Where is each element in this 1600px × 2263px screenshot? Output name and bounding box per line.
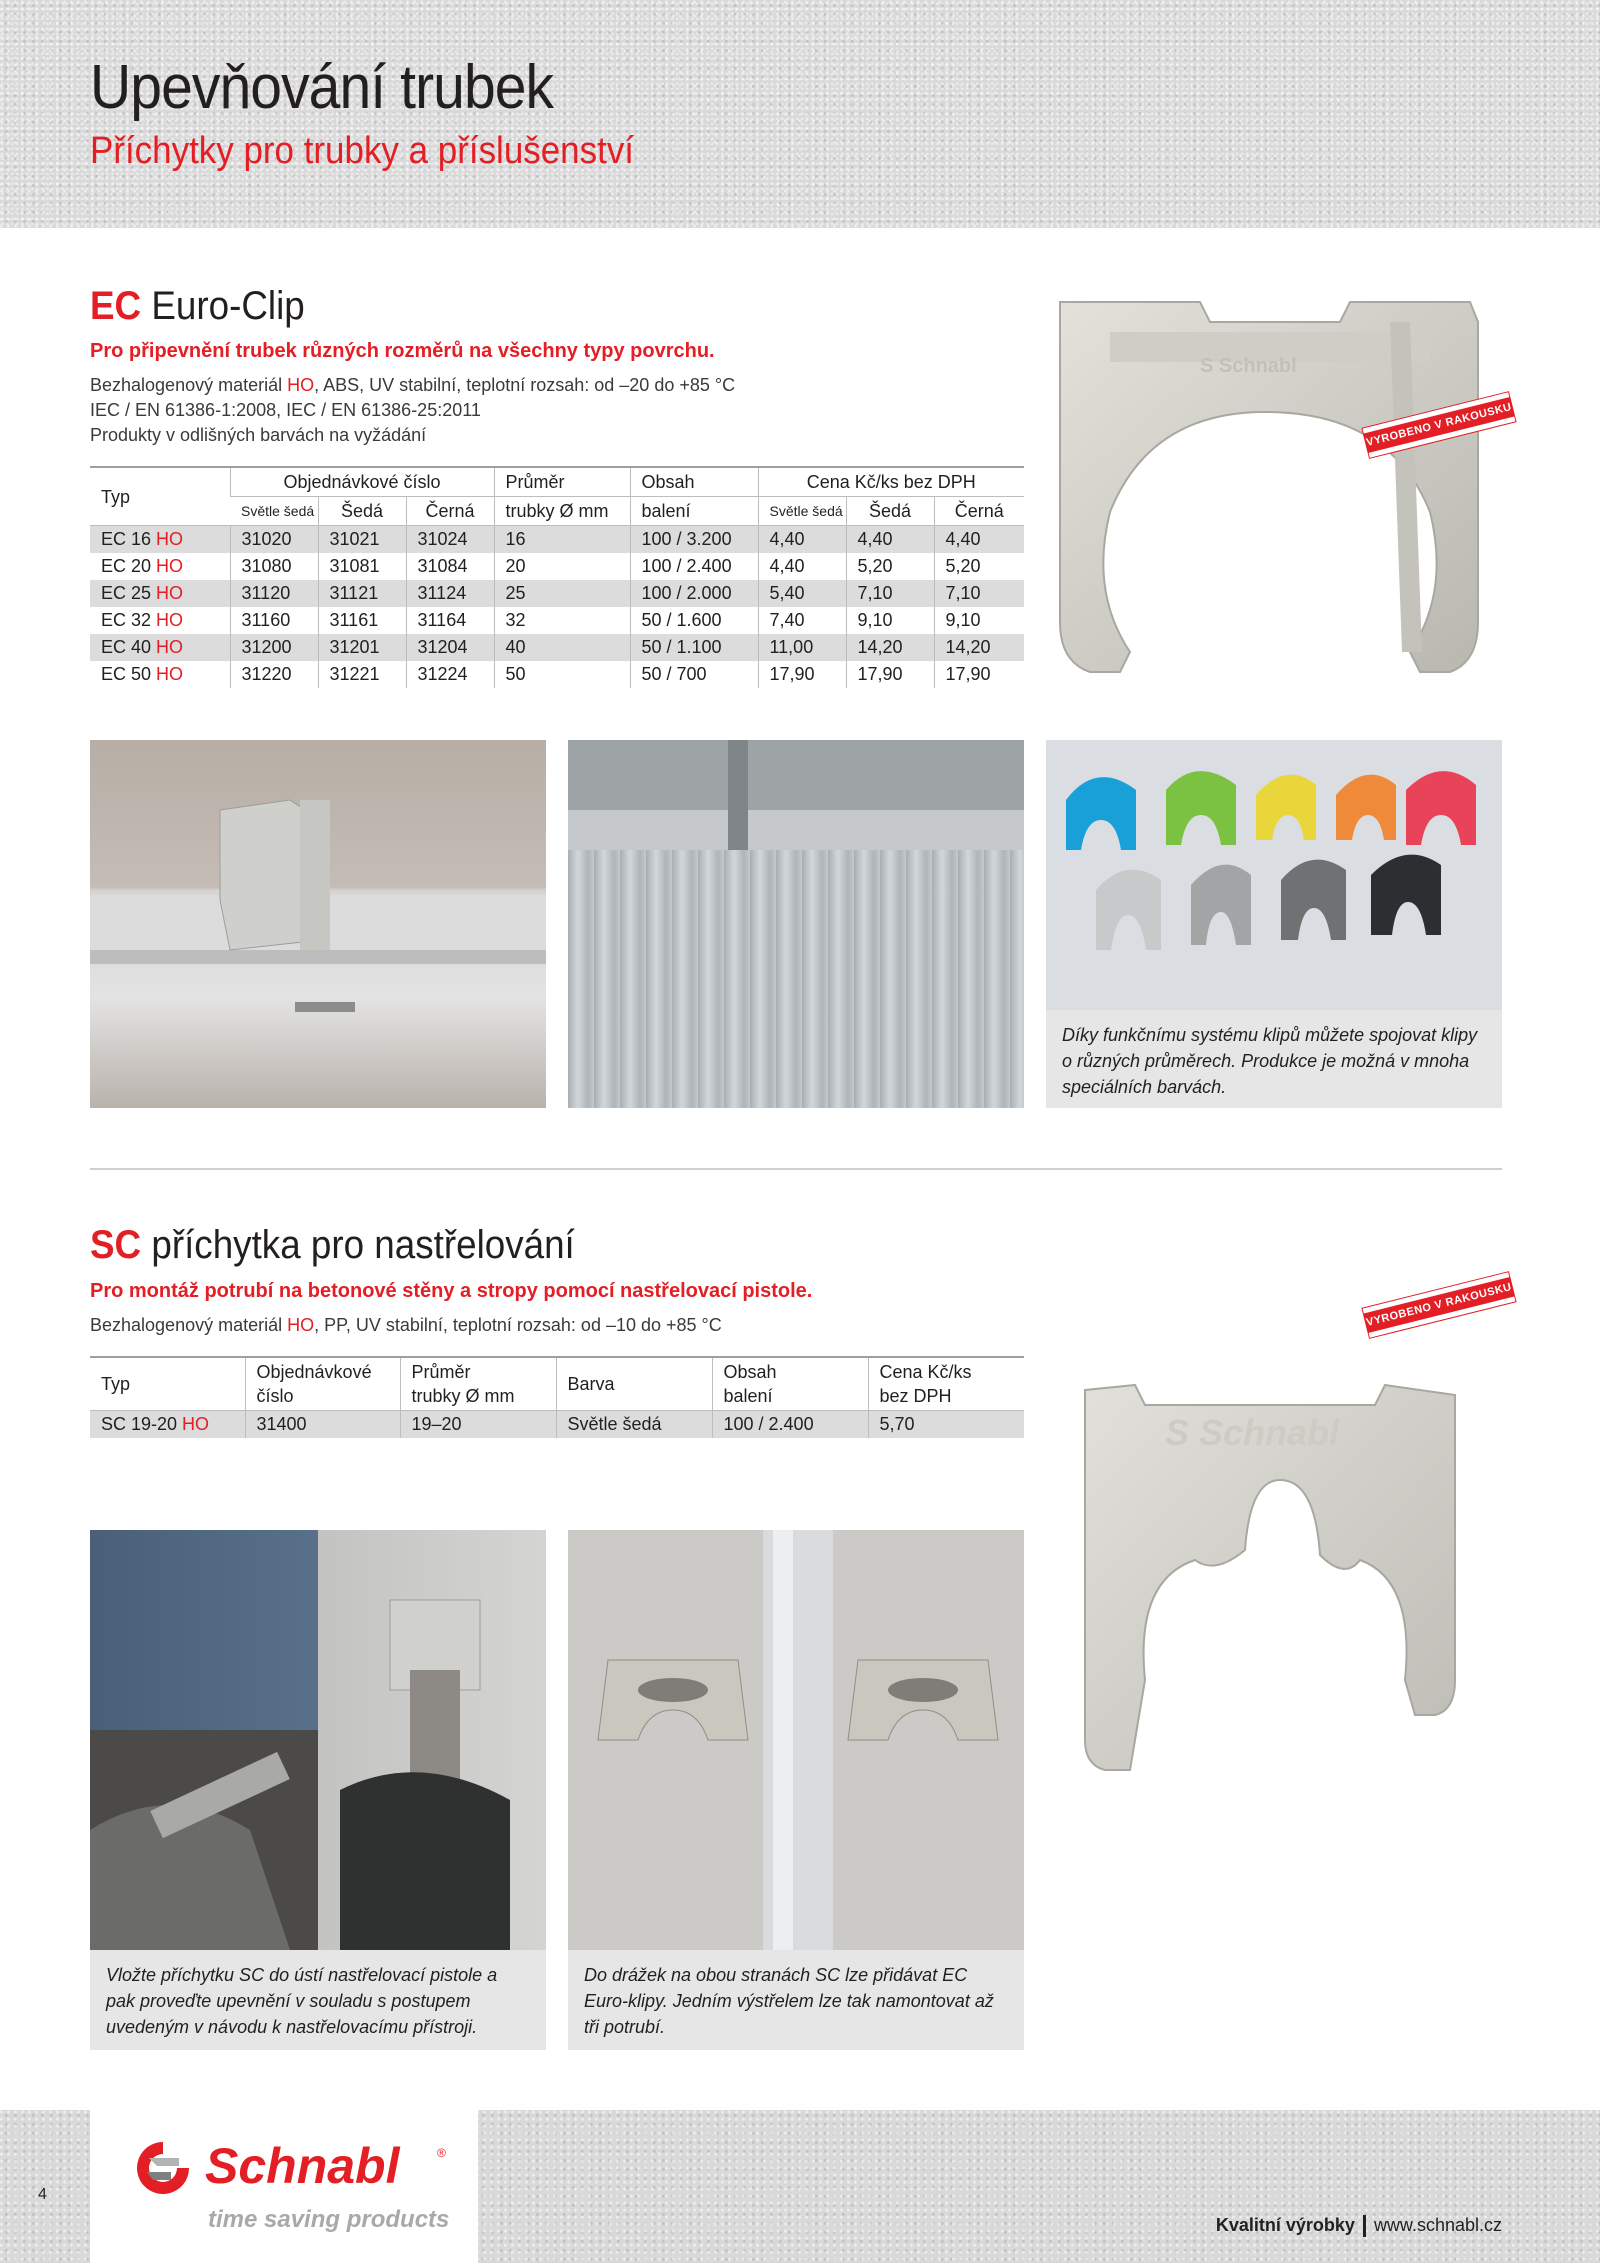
ec-standards-line: IEC / EN 61386-1:2008, IEC / EN 61386-25:2011 — [90, 400, 481, 420]
ec-col-order: Objednávkové číslo — [230, 467, 494, 497]
ec-col-price: Cena Kč/ks bez DPH — [758, 467, 1024, 497]
table-row: EC 40 HO 31200 31201 31204 40 50 / 1.100 11,00 14,20 14,20 — [90, 634, 1024, 661]
ec-sub-price-light-grey: Světle šedá — [758, 497, 846, 526]
brand-registered-mark: ® — [437, 2146, 446, 2160]
sc-photo-multi-clips — [568, 1530, 1024, 1950]
footer-contact — [1216, 2215, 1502, 2237]
table-row: EC 16 HO 31020 31021 31024 16 100 / 3.200 4,40 4,40 4,40 — [90, 526, 1024, 553]
ec-photo-ceiling-mount — [90, 740, 546, 1108]
section-divider — [90, 1168, 1502, 1170]
sc-description — [90, 1313, 722, 1338]
ec-sub-grey: Šedá — [318, 497, 406, 526]
sc-col-color: Barva — [556, 1357, 712, 1411]
ec-col-typ: Typ — [90, 467, 230, 526]
ec-col-pack-2: balení — [630, 497, 758, 526]
sc-code: SC — [90, 1223, 142, 1267]
svg-text:S Schnabl: S Schnabl — [1200, 355, 1297, 377]
sc-caption-left: Vložte příchytku SC do ústí nastřelovací pistole a pak proveďte upevnění v souladu s postupem uvedeným v návodu k nastřelovacímu přístroji. — [90, 1950, 546, 2050]
ec-sub-price-grey: Šedá — [846, 497, 934, 526]
ec-spec-table — [90, 466, 1024, 688]
footer-quality-label: Kvalitní výrobky — [1215, 2215, 1355, 2235]
table-row: SC 19-20 HO 31400 19–20 Světle šedá 100 / 2.400 5,70 — [90, 1411, 1024, 1438]
brand-tagline: time saving products — [208, 2206, 450, 2233]
brand-logo-text: Schnabl — [205, 2138, 400, 2194]
table-row: EC 50 HO 31220 31221 31224 50 50 / 700 17,90 17,90 17,90 — [90, 661, 1024, 688]
sc-made-in-austria-badge: VYROBENO V RAKOUSKU — [1363, 1272, 1516, 1337]
ec-photo-cable-tray — [568, 740, 1024, 1108]
ec-made-in-austria-badge: VYROBENO V RAKOUSKU — [1363, 392, 1516, 457]
page-title: Upevňování trubek — [90, 53, 554, 122]
sc-col-order: Objednávkové číslo — [245, 1357, 400, 1411]
svg-text:S Schnabl: S Schnabl — [1165, 1412, 1340, 1453]
sc-material-line: Bezhalogenový materiál HO, PP, UV stabilní, teplotní rozsah: od –10 do +85 °C — [90, 1315, 722, 1335]
page-number: 4 — [38, 2186, 47, 2203]
sc-name: příchytka pro nastřelování — [151, 1223, 575, 1267]
ec-material-line: Bezhalogenový materiál HO, ABS, UV stabilní, teplotní rozsah: od –20 do +85 °C — [90, 375, 736, 395]
ec-photo-colored-clips — [1046, 740, 1502, 1010]
table-row: EC 25 HO 31120 31121 31124 25 100 / 2.000 5,40 7,10 7,10 — [90, 580, 1024, 607]
ec-caption: Díky funkčnímu systému klipů můžete spojovat klipy o různých průměrech. Produkce je možná v mnoha speciálních barvách. — [1046, 1010, 1502, 1108]
sc-spec-table — [90, 1356, 1024, 1438]
table-row: EC 32 HO 31160 31161 31164 32 50 / 1.600 7,40 9,10 9,10 — [90, 607, 1024, 634]
ec-sub-black: Černá — [406, 497, 494, 526]
ec-col-diameter: Průměr — [494, 467, 630, 497]
ec-col-pack: Obsah — [630, 467, 758, 497]
ec-clip-product-image — [1050, 292, 1510, 692]
ec-section-title — [90, 284, 305, 329]
page-subtitle: Příchytky pro trubky a příslušenství — [90, 130, 635, 172]
sc-col-price: Cena Kč/ks bez DPH — [868, 1357, 1024, 1411]
sc-lead: Pro montáž potrubí na betonové stěny a stropy pomocí nastřelovací pistole. — [90, 1280, 813, 1302]
ec-sub-price-black: Černá — [934, 497, 1024, 526]
ec-code: EC — [90, 284, 142, 328]
schnabl-logo-icon — [127, 2138, 199, 2198]
ec-description — [90, 373, 735, 448]
ec-sub-light-grey: Světle šedá — [230, 497, 318, 526]
ec-colors-line: Produkty v odlišných barvách na vyžádání — [90, 425, 427, 445]
sc-photo-nail-gun — [90, 1530, 546, 1950]
ec-lead: Pro připevnění trubek různých rozměrů na všechny typy povrchu. — [90, 340, 715, 362]
ec-name: Euro-Clip — [151, 284, 305, 328]
table-row: EC 20 HO 31080 31081 31084 20 100 / 2.400 4,40 5,20 5,20 — [90, 553, 1024, 580]
footer-website-link[interactable]: www.schnabl.cz — [1373, 2215, 1502, 2235]
sc-caption-right: Do drážek na obou stranách SC lze přidávat EC Euro-klipy. Jedním výstřelem lze tak namontovat až tři potrubí. — [568, 1950, 1024, 2050]
sc-clip-product-image — [1075, 1380, 1475, 1780]
sc-section-title — [90, 1223, 575, 1268]
sc-col-pack: Obsah balení — [712, 1357, 868, 1411]
sc-col-diameter: Průměr trubky Ø mm — [400, 1357, 556, 1411]
sc-col-typ: Typ — [90, 1357, 245, 1411]
ec-col-diameter-2: trubky Ø mm — [494, 497, 630, 526]
